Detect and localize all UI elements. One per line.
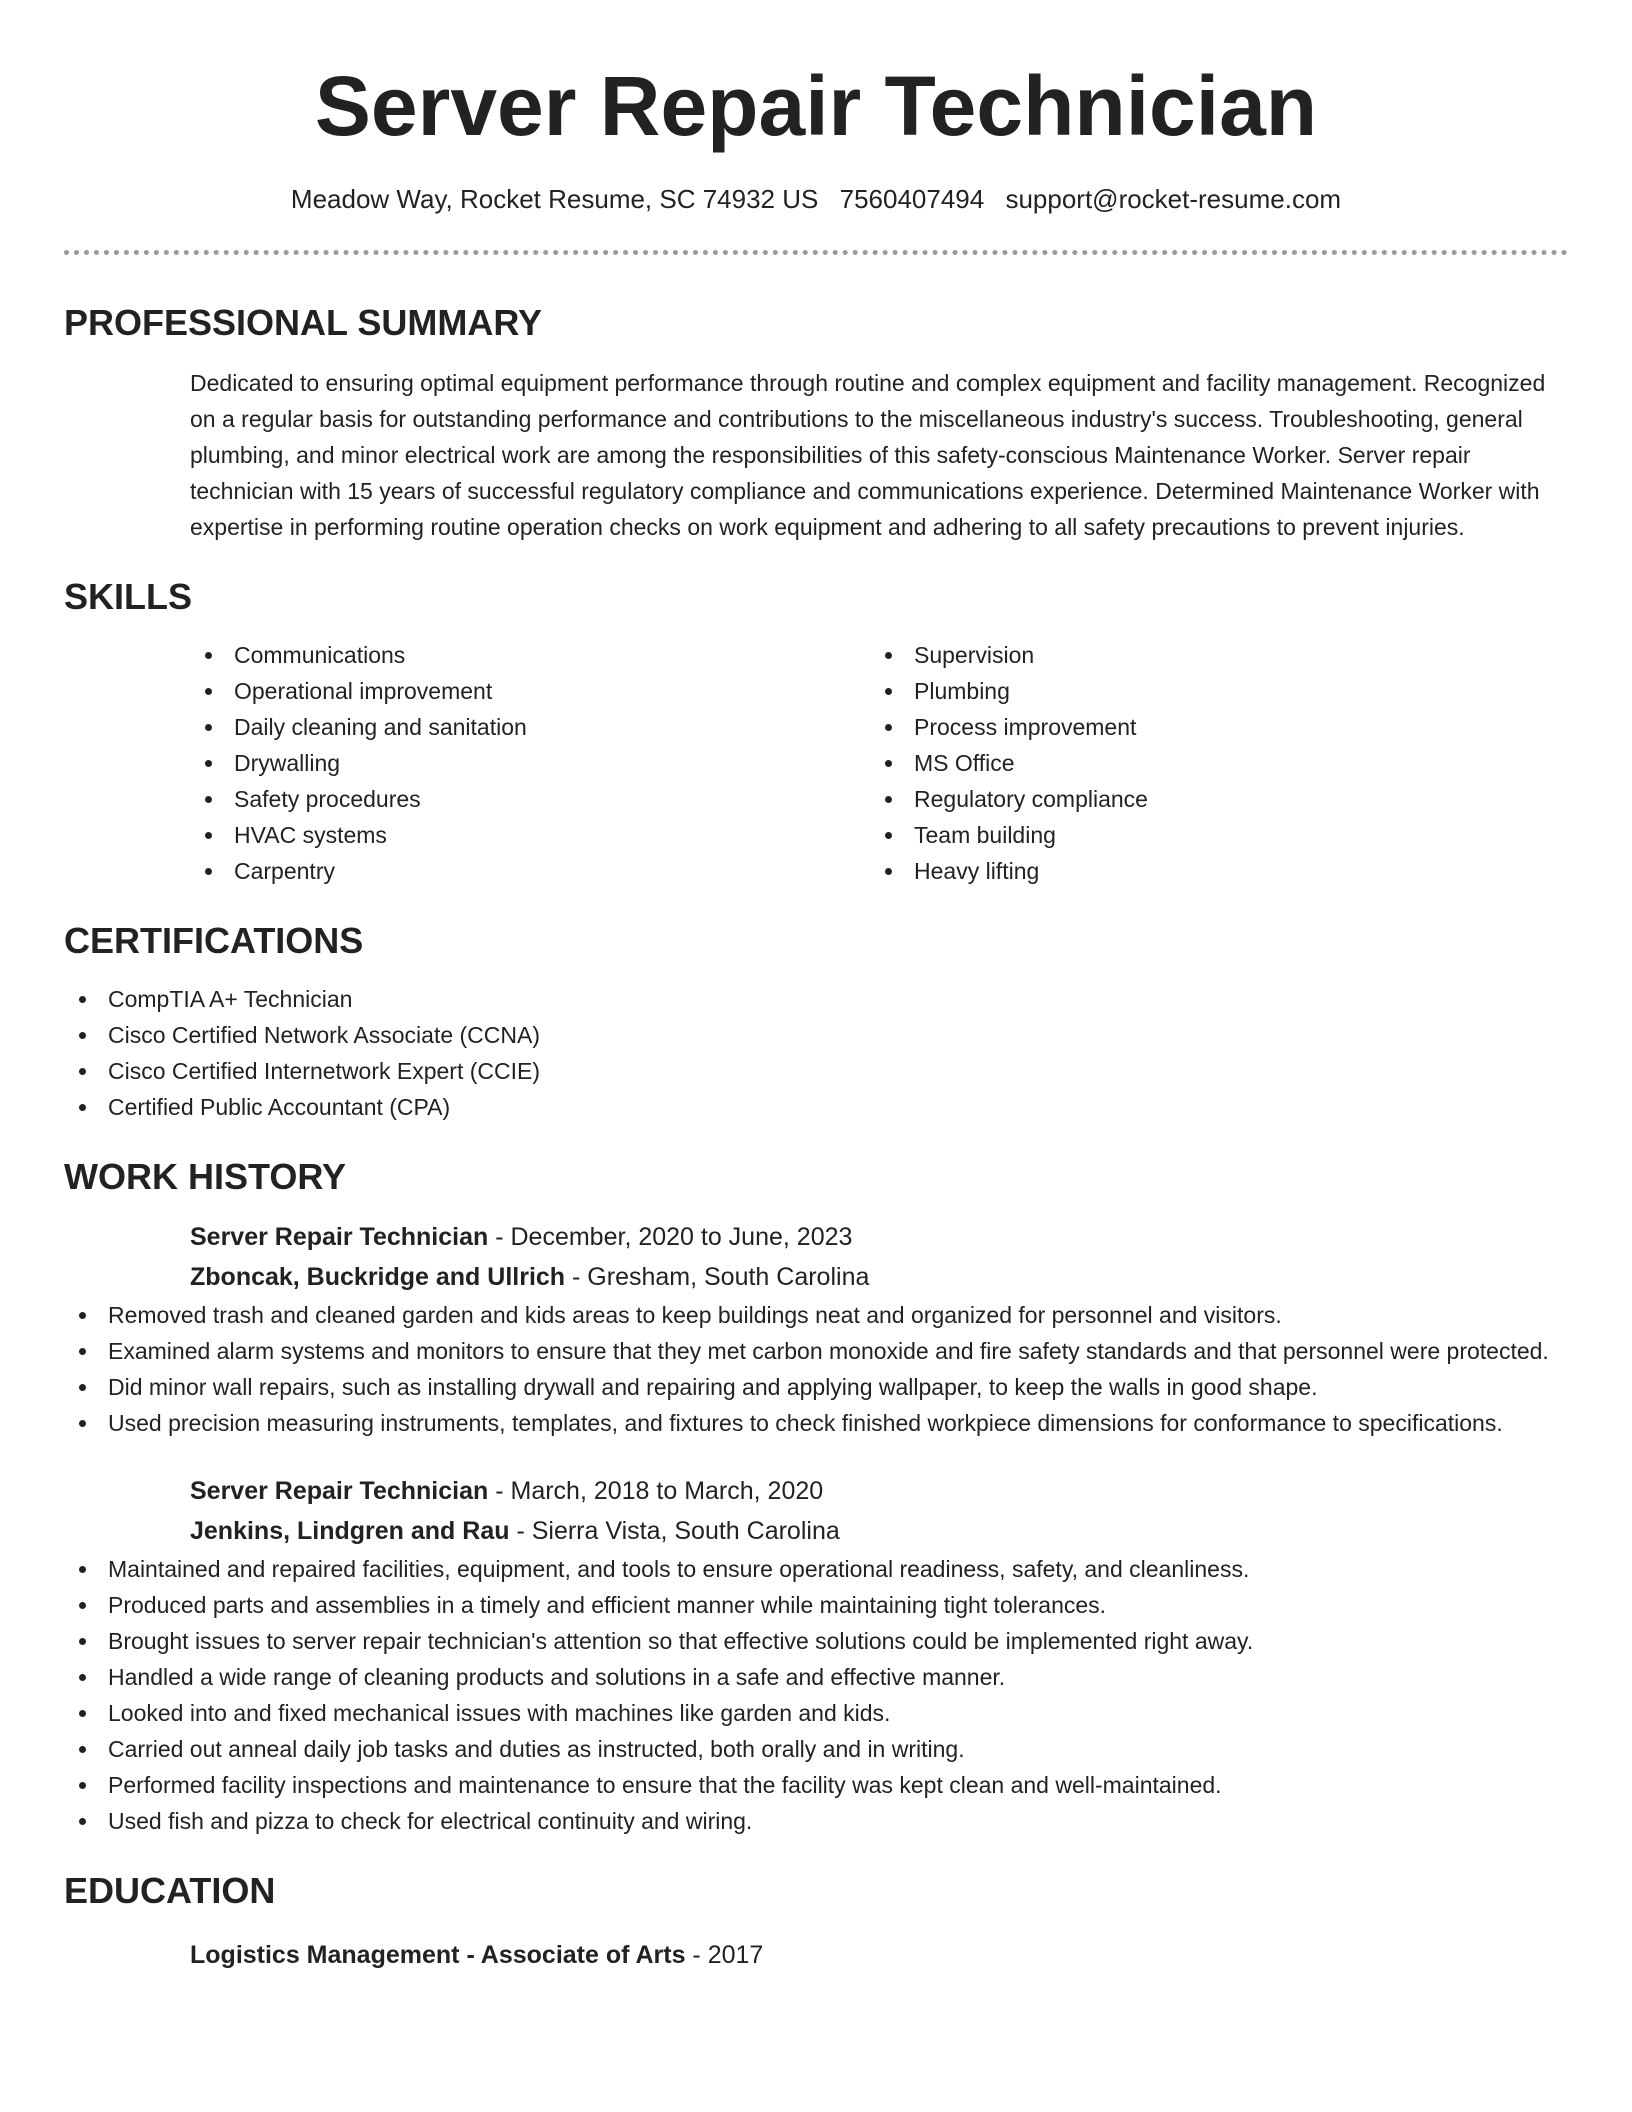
job-location: - Sierra Vista, South Carolina (509, 1517, 840, 1545)
job-dates: - March, 2018 to March, 2020 (488, 1477, 824, 1505)
job-bullets (64, 1551, 1568, 1839)
skill-item: Supervision (870, 637, 1550, 673)
job-company: Zboncak, Buckridge and Ullrich (190, 1263, 566, 1291)
work-history-heading: WORK HISTORY (64, 1156, 347, 1197)
summary-heading: PROFESSIONAL SUMMARY (64, 302, 543, 343)
skill-item: Regulatory compliance (870, 781, 1550, 817)
header-divider (64, 250, 1568, 255)
job-title-line (190, 1471, 1568, 1511)
skills-heading: SKILLS (64, 576, 193, 617)
job-bullet: Used fish and pizza to check for electrical continuity and wiring. (64, 1803, 1568, 1839)
job-title: Server Repair Technician (190, 1477, 489, 1505)
certifications-heading: CERTIFICATIONS (64, 920, 364, 961)
job-bullet: Brought issues to server repair technician's attention so that effective solutions could be implemented right away. (64, 1623, 1568, 1659)
education-entry (190, 1935, 1568, 1975)
skill-item: Plumbing (870, 673, 1550, 709)
job-entry (190, 1471, 1568, 1551)
address: Meadow Way, Rocket Resume, SC 74932 US (290, 184, 819, 214)
job-bullet: Looked into and fixed mechanical issues with machines like garden and kids. (64, 1695, 1568, 1731)
job-entry (190, 1217, 1568, 1297)
contact-line (64, 182, 1568, 216)
job-bullet: Carried out anneal daily job tasks and duties as instructed, both orally and in writing. (64, 1731, 1568, 1767)
job-bullet: Examined alarm systems and monitors to ensure that they met carbon monoxide and fire safety standards and that personnel were protected. (64, 1333, 1568, 1369)
summary-text: Dedicated to ensuring optimal equipment performance through routine and complex equipment and facility management. Recognized on a regular basis for outstanding performance and contributions to the miscellaneous industry's success. Troubleshooting, general plumbing, and minor electrical work are among the responsibilities of this safety-conscious Maintenance Worker. Server repair technician with 15 years of successful regulatory compliance and communications experience. Determined Maintenance Worker with expertise in performing routine operation checks on work equipment and adhering to all safety precautions to prevent injuries. (190, 370, 1546, 540)
resume-page (64, 0, 1568, 1975)
resume-name: Server Repair Technician (314, 59, 1318, 153)
job-company: Jenkins, Lindgren and Rau (190, 1517, 510, 1545)
phone: 7560407494 (839, 184, 985, 214)
job-dates: - December, 2020 to June, 2023 (488, 1223, 853, 1251)
job-bullet: Did minor wall repairs, such as installing drywall and repairing and applying wallpaper, to keep the walls in good shape. (64, 1369, 1568, 1405)
certification-item: Cisco Certified Network Associate (CCNA) (64, 1017, 1568, 1053)
skill-item: Carpentry (190, 853, 870, 889)
job-bullet: Removed trash and cleaned garden and kids areas to keep buildings neat and organized for personnel and visitors. (64, 1297, 1568, 1333)
job-company-line (190, 1257, 1568, 1297)
skill-item: Process improvement (870, 709, 1550, 745)
job-company-line (190, 1511, 1568, 1551)
certification-item: CompTIA A+ Technician (64, 981, 1568, 1017)
job-bullet: Performed facility inspections and maintenance to ensure that the facility was kept clean and well-maintained. (64, 1767, 1568, 1803)
certification-item: Cisco Certified Internetwork Expert (CCIE) (64, 1053, 1568, 1089)
email: support@rocket-resume.com (1005, 184, 1342, 214)
certifications-list (64, 981, 1568, 1125)
certification-item: Certified Public Accountant (CPA) (64, 1089, 1568, 1125)
skills-list (190, 637, 1568, 889)
skill-item: MS Office (870, 745, 1550, 781)
skill-item: Communications (190, 637, 870, 673)
skill-item: Drywalling (190, 745, 870, 781)
education-heading: EDUCATION (64, 1870, 276, 1911)
education-degree: Logistics Management - Associate of Arts (190, 1941, 686, 1969)
skill-item: HVAC systems (190, 817, 870, 853)
skill-item: Team building (870, 817, 1550, 853)
job-title: Server Repair Technician (190, 1223, 489, 1251)
job-bullet: Handled a wide range of cleaning products and solutions in a safe and effective manner. (64, 1659, 1568, 1695)
skill-item: Daily cleaning and sanitation (190, 709, 870, 745)
skills-left-column (190, 637, 870, 889)
job-location: - Gresham, South Carolina (565, 1263, 870, 1291)
job-bullet: Used precision measuring instruments, templates, and fixtures to check finished workpiece dimensions for conformance to specifications. (64, 1405, 1568, 1441)
education-year: - 2017 (685, 1941, 764, 1969)
job-bullet: Produced parts and assemblies in a timely and efficient manner while maintaining tight tolerances. (64, 1587, 1568, 1623)
job-bullets (64, 1297, 1568, 1441)
skill-item: Heavy lifting (870, 853, 1550, 889)
job-bullet: Maintained and repaired facilities, equipment, and tools to ensure operational readiness, safety, and cleanliness. (64, 1551, 1568, 1587)
skill-item: Operational improvement (190, 673, 870, 709)
skill-item: Safety procedures (190, 781, 870, 817)
skills-right-column (870, 637, 1550, 889)
job-title-line (190, 1217, 1568, 1257)
